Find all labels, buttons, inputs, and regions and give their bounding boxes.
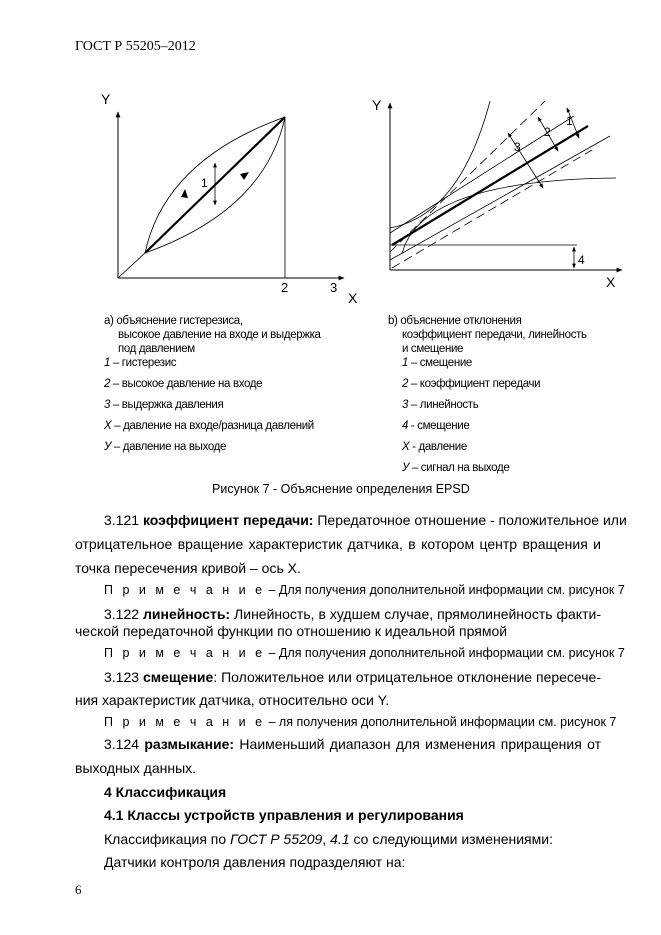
right-marker-3: 3 [514,140,521,154]
left-caption-line2: высокое давление на входе и выдержка [118,329,321,341]
left-caption-line3: под давлением [118,343,195,355]
left-caption-title: a) объяснение гистерезиса, [104,315,243,327]
left-legend-item: 2 – высокое давление на входе [104,378,263,390]
note-3: П р и м е ч а н и е – ля получения дополнительной информации см. рисунок 7 [104,715,617,729]
right-caption-line2: коэффициент передачи, линейность [402,329,587,341]
right-y-label: Y [372,97,382,113]
right-legend-item: У – сигнал на выходе [402,462,510,474]
note-1: П р и м е ч а н и е – Для получения дополнительной информации см. рисунок 7 [104,583,625,597]
slope-line-1 [390,101,545,252]
section-3124-line1: 3.124 размыкание: Наименьший диапазон для изменения приращения от [104,736,601,752]
right-marker-4: 4 [578,253,585,267]
right-caption-title: b) объяснение отклонения [388,315,522,327]
right-marker-1: 1 [566,114,573,128]
left-legend-item: 1 – гистерезис [104,357,177,369]
sensors-line: Датчики контроля давления подразделяют на: [104,854,406,870]
left-legend-item: 3 – выдержка давления [104,399,224,411]
heading-4: 4 Классификация [104,784,227,800]
left-origin-line [118,253,145,278]
left-y-label: Y [101,91,111,107]
left-x-label: X [348,290,358,306]
section-3123-line1: 3.123 смещение: Положительное или отрицательное отклонение пересече- [104,669,601,685]
left-legend-item: X – давление на входе/разница давлений [104,420,314,432]
direction-arrow-down [240,172,249,180]
right-legend-item: 4 - смещение [402,420,470,432]
section-3121-line1: 3.121 коэффициент передачи: Передаточное отношение - положительное или [104,512,627,528]
right-legend-item: 2 – коэффициент передачи [402,378,541,390]
left-tick-2: 2 [281,280,289,295]
right-legend-item: 3 – линейность [402,399,479,411]
hysteresis-plot [118,112,344,278]
direction-arrow-up [181,189,188,198]
deviation-plot [390,101,622,270]
linearity-curve-2 [402,178,616,254]
right-caption-line3: и смещение [402,343,464,355]
ideal-line-thick [392,126,588,245]
section-3123-line2: ния характеристик датчика, относительно оси Y. [75,692,390,708]
left-tick-3: 3 [330,280,338,295]
right-legend-item: 1 – смещение [402,357,472,369]
section-3124-line2: выходных данных. [75,760,197,776]
figure-caption: Рисунок 7 - Объяснение определения EPSD [212,482,470,496]
section-3122-line2: ческой передаточной функции по отношению к идеальной прямой [75,623,508,639]
section-3121-line2: отрицательное вращение характеристик датчика, в котором центр вращения и [75,536,601,552]
heading-4-1: 4.1 Классы устройств управления и регулирования [104,807,464,823]
document-header: ГОСТ Р 55205–2012 [75,39,196,54]
section-3121-line3: точка пересечения кривой – ось X. [75,560,301,576]
section-3122-line1: 3.122 линейность: Линейность, в худшем случае, прямолинейность факти- [104,606,601,622]
left-marker-1: 1 [201,176,208,190]
page-number: 6 [75,882,82,897]
right-marker-2: 2 [544,125,551,139]
left-legend-item: У – давление на выходе [104,441,227,453]
note-2: П р и м е ч а н и е – Для получения дополнительной информации см. рисунок 7 [104,646,625,660]
right-legend-item: X - давление [402,441,467,453]
classification-line: Классификация по ГОСТ Р 55209, 4.1 со следующими изменениями: [104,831,553,847]
offset-line-2 [390,136,610,260]
right-x-label: X [606,274,616,290]
